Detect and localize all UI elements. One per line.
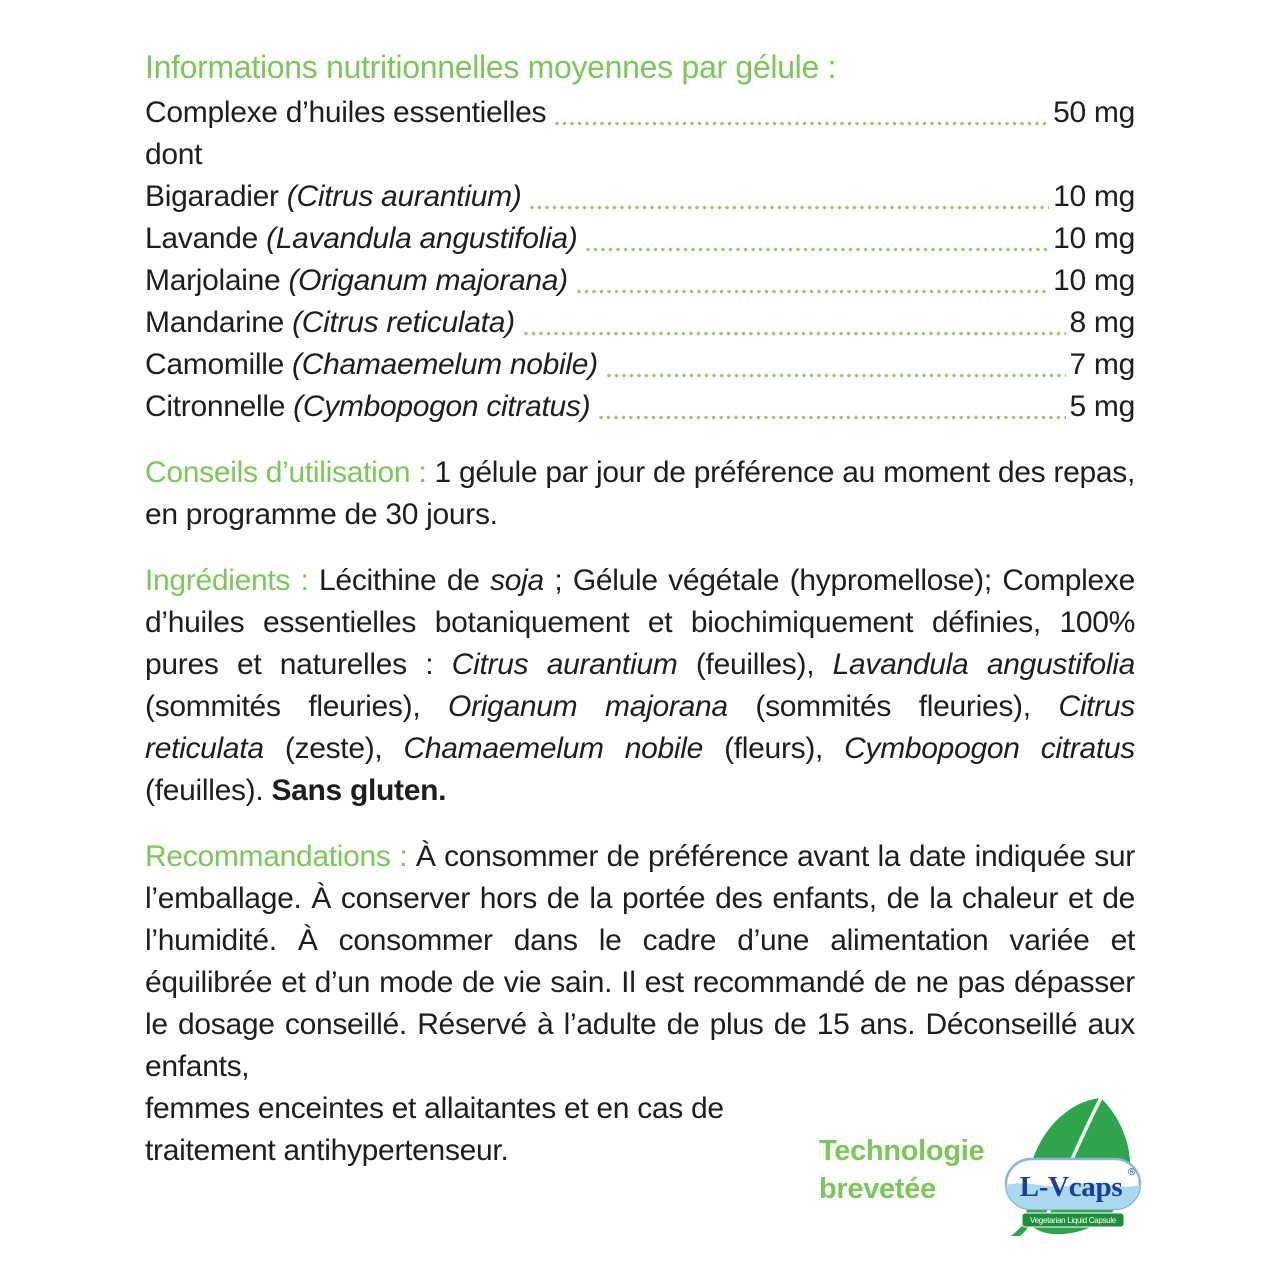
ingredients-text: Chamaemelum nobile (403, 732, 703, 765)
nutrient-value: 8 mg (1069, 306, 1135, 339)
nutrient-value: 10 mg (1053, 222, 1135, 255)
recommandations-continued: femmes enceintes et allaitantes et en cas de traitement antihypertenseur. (145, 1092, 724, 1167)
recommandations-text: À consommer de préférence avant la date indiquée sur l’emballage. À conserver hors de la portée des enfants, de la chaleur et de l’humidité. À consommer dans le cadre d’une alimentation variée et équilibrée et d’un mode de vie sain. Il est recommandé de ne pas dépasser le dosage conseillé. Réservé à l’adulte de plus de 15 ans. Déconseillé aux enfants, (145, 840, 1135, 1083)
ingredients-text: Citrus aurantium (451, 648, 678, 681)
nutrient-value: 7 mg (1069, 348, 1135, 381)
nutrient-name: Citronnelle (145, 390, 286, 423)
nutrient-name: Mandarine (145, 306, 285, 339)
ingredients-text: (sommités fleuries), (727, 690, 1059, 723)
nutrition-row-complex (145, 92, 1135, 134)
banner-text: Vegetarian Liquid Capsule (1030, 1216, 1117, 1225)
ingredients-text: soja (490, 564, 544, 597)
footer-row (145, 1088, 1135, 1236)
ingredients-heading: Ingrédients : (145, 564, 320, 597)
nutrient-value: 10 mg (1053, 264, 1135, 297)
ingredients-text: Lavandula angustifolia (832, 648, 1136, 681)
nutrition-label (145, 46, 1135, 1236)
technology-label: Technologie brevetée (819, 1135, 985, 1205)
lvcaps-brand-text: L-Vcaps (1020, 1171, 1123, 1203)
nutrition-row (145, 344, 1135, 386)
conseils-heading: Conseils d’utilisation : (145, 456, 435, 489)
ingredients-text: Cymbopogon citratus (844, 732, 1135, 765)
dotted-leader (606, 373, 1066, 378)
nutrient-name: Bigaradier (145, 180, 279, 213)
nutrient-name: Marjolaine (145, 264, 281, 297)
dotted-leader (523, 331, 1066, 336)
ingredients-text: Citrus reticulata (145, 690, 1135, 765)
nutrient-name: Complexe d’huiles essentielles (145, 96, 547, 129)
sans-gluten-label: Sans gluten. (271, 774, 447, 807)
nutrition-title: Informations nutritionnelles moyennes par gélule : (145, 49, 837, 85)
nutrient-latin: (Citrus aurantium) (286, 180, 522, 213)
recommandations-paragraph (145, 836, 1135, 1088)
dotted-leader (554, 121, 1049, 126)
nutrient-latin: (Cymbopogon citratus) (293, 390, 591, 423)
nutrition-row (145, 218, 1135, 260)
nutrient-latin: (Chamaemelum nobile) (292, 348, 598, 381)
nutrient-value: 10 mg (1053, 180, 1135, 213)
conseils-text: 1 gélule par jour de préférence au moment des repas, en programme de 30 jours. (145, 456, 1135, 531)
nutrition-row (145, 176, 1135, 218)
dotted-leader (585, 247, 1049, 252)
ingredients-text: (fleurs), (703, 732, 845, 765)
ingredients-text: ; Gélule végétale (hypromellose); Complexe d’huiles essentielles botaniquement et biochimiquement définies, 100% pures et naturelles : (145, 564, 1135, 681)
nutrition-row (145, 260, 1135, 302)
dotted-leader (598, 415, 1065, 420)
ingredients-text: (sommités fleuries), (145, 690, 449, 723)
lvcaps-logo (998, 1096, 1148, 1236)
ingredients-text: (feuilles). (145, 774, 272, 807)
nutrient-latin: (Origanum majorana) (288, 264, 568, 297)
nutrition-row (145, 386, 1135, 428)
ingredients-paragraph (145, 560, 1135, 812)
dotted-leader (576, 289, 1049, 294)
nutrient-latin: (Lavandula angustifolia) (266, 222, 578, 255)
nutrient-latin: (Citrus reticulata) (292, 306, 515, 339)
dotted-leader (529, 205, 1049, 210)
ingredients-text: (feuilles), (677, 648, 833, 681)
nutrient-name: Camomille (145, 348, 284, 381)
nutrient-name: Lavande (145, 222, 259, 255)
registered-mark: ® (1128, 1167, 1136, 1178)
conseils-paragraph (145, 452, 1135, 536)
ingredients-text: Origanum majorana (448, 690, 728, 723)
nutrient-value: 5 mg (1069, 390, 1135, 423)
ingredients-text: (zeste), (263, 732, 404, 765)
dont-label: dont (145, 138, 203, 171)
ingredients-text: Lécithine de (319, 564, 491, 597)
recommandations-heading: Recommandations : (145, 840, 416, 873)
nutrition-row (145, 302, 1135, 344)
nutrient-value: 50 mg (1053, 96, 1135, 129)
